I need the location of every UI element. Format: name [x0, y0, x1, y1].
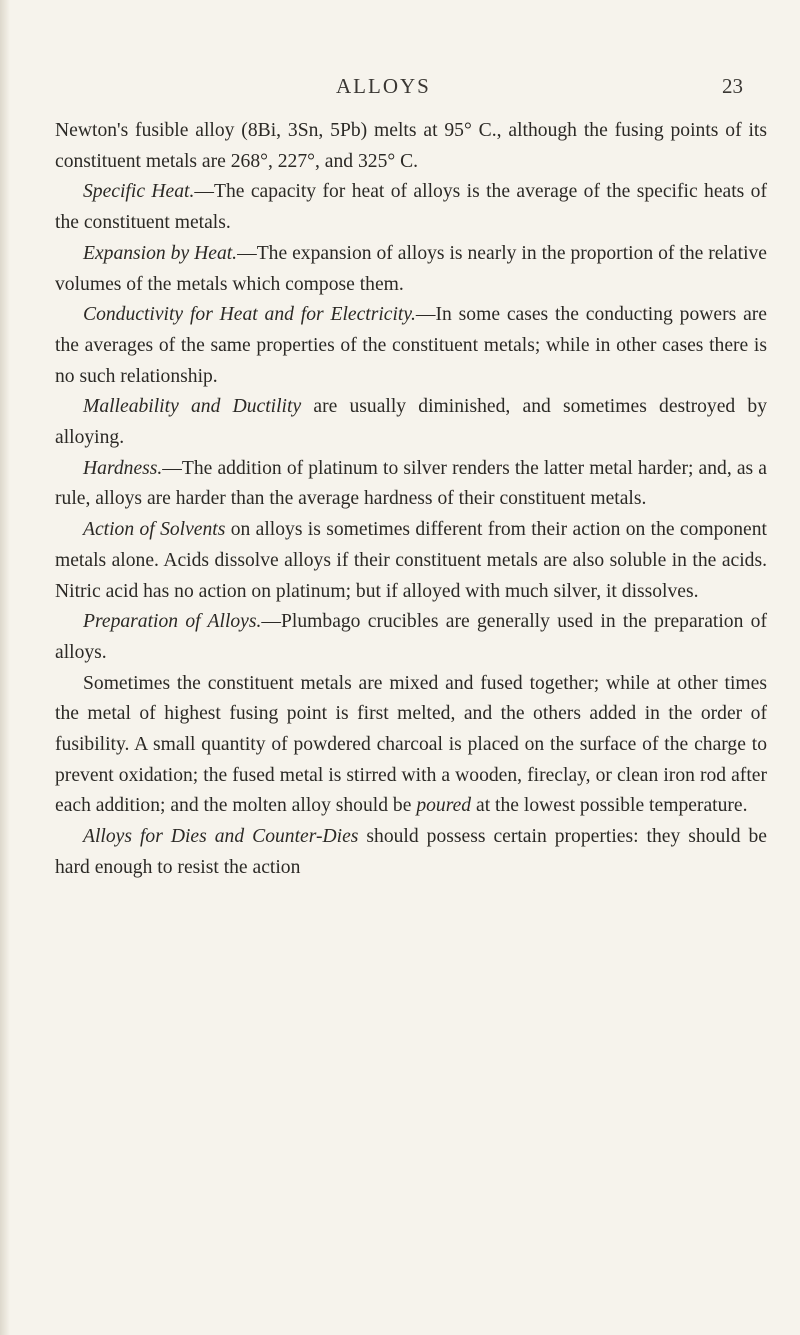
section-heading: Specific Heat.	[83, 181, 195, 203]
paragraph-text: —The capacity for heat of alloys is the average of the specific heats of the constituent metals.	[55, 181, 767, 234]
body-text	[55, 116, 767, 884]
running-title: ALLOYS	[336, 74, 431, 98]
paragraph-text: —Plumbago crucibles are generally used in the preparation of alloys.	[55, 611, 767, 663]
paragraph-text: on alloys is sometimes different from their action on the component metals alone. Acids dissolve alloys if their constituent metals are also soluble in the acids. Nitric acid has no action on platinum; but if alloyed with much silver, it dissolves.	[55, 519, 767, 602]
section-heading: Malleability and Ductility	[83, 396, 302, 418]
paragraph-fusing-procedure	[55, 669, 767, 823]
section-heading: Conductivity for Heat and for Electricity.	[83, 304, 416, 326]
paragraph-text-after: at the lowest possible temperature.	[471, 795, 748, 817]
paragraph-preparation	[55, 607, 767, 668]
paragraph-text: are usually diminished, and sometimes destroyed by alloying.	[55, 396, 768, 449]
paragraph-text: —In some cases the conducting powers are the averages of the same properties of the constituent metals; while in other cases there is no such relationship.	[55, 304, 768, 387]
paragraph-expansion	[55, 239, 767, 300]
paragraph-hardness	[55, 454, 767, 515]
section-heading: Alloys for Dies and Counter-Dies	[83, 826, 359, 848]
paragraph-solvents	[55, 515, 767, 607]
section-heading: Preparation of Alloys.	[83, 611, 262, 633]
section-heading: Hardness.	[83, 457, 163, 479]
paragraph-newtons-alloy	[55, 116, 767, 177]
section-heading: Expansion by Heat.	[83, 242, 238, 264]
paragraph-text-before: Sometimes the constituent metals are mixed and fused together; while at other times the metal of highest fusing point is first melted, and the others added in the order of fusibility. A small quantity of powdered charcoal is placed on the surface of the charge to prevent oxidation; the fused metal is stirred with a wooden, fireclay, or clean iron rod after each addition; and the molten alloy should be	[55, 672, 767, 817]
page-header	[0, 74, 800, 108]
paragraph-text: should possess certain properties: they should be hard enough to resist the action	[55, 826, 767, 878]
paragraph-text: Newton's fusible alloy (8Bi, 3Sn, 5Pb) melts at 95° C., although the fusing points of its constituent metals are 268°, 227°, and 325° C.	[55, 120, 767, 172]
section-heading: Action of Solvents	[83, 519, 226, 541]
paragraph-specific-heat	[55, 177, 767, 238]
paragraph-text: —The expansion of alloys is nearly in the proportion of the relative volumes of the metals which compose them.	[55, 242, 768, 295]
page-number: 23	[722, 74, 743, 98]
paragraph-text: —The addition of platinum to silver renders the latter metal harder; and, as a rule, alloys are harder than the average hardness of their constituent metals.	[55, 457, 767, 510]
paragraph-conductivity	[55, 300, 767, 392]
binding-shadow	[0, 0, 10, 1335]
paragraph-malleability	[55, 392, 767, 453]
paragraph-dies	[55, 822, 767, 883]
emphasized-word: poured	[416, 795, 472, 817]
